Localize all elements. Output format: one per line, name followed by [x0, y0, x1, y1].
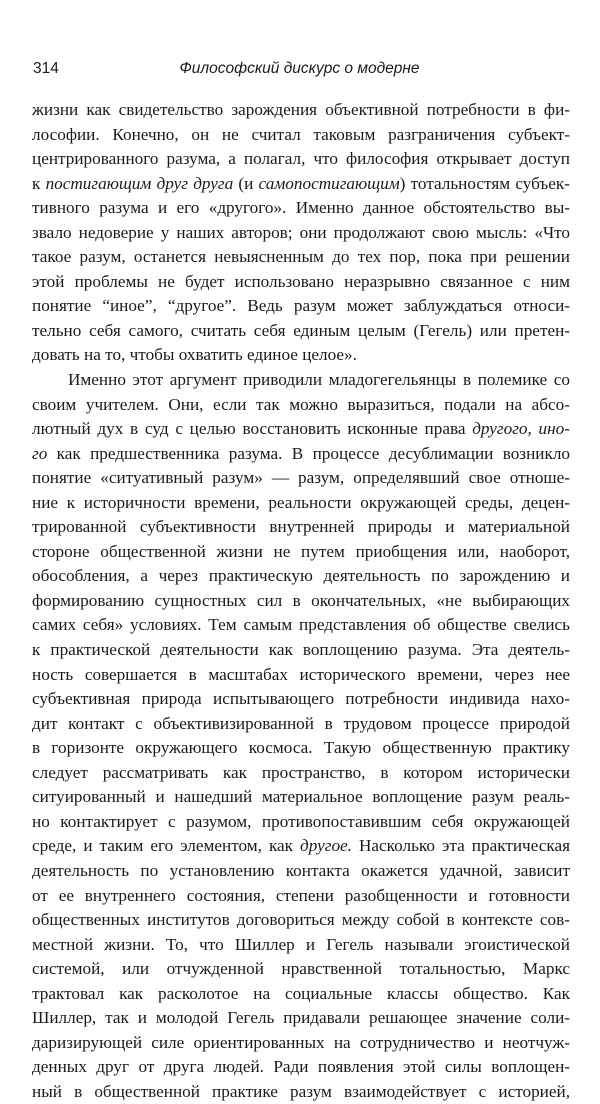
text-line: в горизонте окружающего космоса. Такую общественную практику [32, 738, 570, 758]
text-line: звало недоверие у наших авторов; они продолжают свою мысль: «Что [32, 222, 570, 242]
page-header [33, 60, 566, 84]
text-line: центрированного разума, а полагал, что философия открывает доступ [32, 149, 570, 169]
text-line [32, 834, 570, 859]
body-text [32, 98, 570, 1104]
italic-phrase: другого, ино- [472, 419, 570, 439]
text-line: Шиллер, так и молодой Гегель придавали решающее значение соли- [32, 1008, 570, 1028]
text-line: местной жизни. То, что Шиллер и Гегель называли эгоистической [32, 934, 570, 954]
text-line: понятие “иное”, “другое”. Ведь разум может заблуждаться относи- [32, 296, 570, 316]
text-line [32, 442, 570, 467]
text-line: жизни как свидетельство зарождения объективной потребности в фи- [32, 100, 570, 119]
text-line: такое разум, останется невыясненным до тех пор, пока при решении [32, 247, 570, 267]
text-line: от ее внутреннего состояния, степени разобщенности и готовности [32, 885, 570, 905]
text-run: среде, и таким его элементом, как [32, 836, 301, 856]
text-run: к [32, 173, 46, 193]
text-line: тельно себя самого, считать себя единым целым (Гегель) или претен- [32, 320, 570, 340]
italic-phrase: го [32, 443, 48, 463]
text-line: понятие «ситуативный разум» — разум, определявший свое отноше- [32, 468, 570, 488]
text-line [32, 417, 570, 442]
text-run: лютный дух в суд с целью восстановить исконные права [32, 419, 473, 439]
text-line: но контактирует с разумом, противопоставившим себя окружающей [32, 811, 570, 831]
text-run: как предшественника разума. В процессе десублимации возникло [47, 443, 570, 463]
italic-phrase: другое. [300, 836, 352, 856]
text-line: деятельность по установлению контакта окажется удачной, зависит [32, 860, 570, 880]
text-line: денных друг от друга людей. Ради появления этой силы воплощен- [32, 1057, 570, 1077]
text-line: довать на то, чтобы охватить единое целое». [32, 345, 357, 365]
italic-phrase: постигающим друг друга [45, 173, 234, 193]
text-line: системой, или отчужденной нравственной тотальностью, Маркс [32, 959, 570, 979]
text-line: своим учителем. Они, если так можно выразиться, подали на абсо- [32, 394, 570, 414]
text-line: даризирующей силе ориентированных на сотрудничество и неотчуж- [32, 1032, 570, 1052]
text-line: дит контакт с объективизированной в трудовом процессе природой [32, 713, 570, 733]
text-line: лософии. Конечно, он не считал таковым разграничения субъект- [32, 124, 570, 144]
page-number: 314 [33, 60, 59, 77]
text-line [32, 172, 570, 197]
text-line: этой проблемы не будет использовано неразрывно связанное с ним [32, 271, 570, 291]
text-line: к практической деятельности как воплощению разума. Эта деятель- [32, 640, 570, 660]
text-line: формированию сущностных сил в окончательных, «не выбирающих [32, 590, 570, 610]
text-line: ситуированный и нашедший материальное воплощение разум реаль- [32, 787, 570, 807]
text-line: субъективная природа испытывающего потребности индивида нахо- [32, 689, 570, 709]
text-line: трированной субъективности внутренней природы и материальной [32, 517, 570, 537]
text-line: Именно этот аргумент приводили младогегельянцы в полемике со [68, 370, 570, 390]
text-line: самих себя» условиях. Тем самым представления об обществе свелись [32, 615, 570, 635]
text-line: общественных институтов договориться между собой в контексте сов- [32, 910, 570, 930]
text-line: стороне общественной жизни не путем приобщения или, наоборот, [32, 541, 570, 561]
text-line: трактовал как расколотое на социальные классы общество. Как [32, 983, 570, 1003]
text-run: ) тотальностям субъек- [399, 173, 570, 193]
text-line: тивного разума и его «другого». Именно данное обстоятельство вы- [32, 198, 570, 218]
text-line: следует рассматривать как пространство, в котором исторически [32, 762, 570, 782]
text-run: (и [233, 173, 259, 193]
text-run: Насколько эта практическая [351, 836, 570, 856]
text-line: ность совершается в масштабах исторического времени, через нее [32, 664, 570, 684]
running-title: Философский дискурс о модерне [179, 60, 420, 77]
text-line: ние к историчности времени, реальности окружающей среды, децен- [32, 492, 570, 512]
text-line: обособления, а через практическую деятельность по зарождению и [32, 566, 570, 586]
italic-phrase: самопостигающим [258, 173, 400, 193]
text-line: ный в общественной практике разум взаимодействует с историей, [32, 1081, 570, 1101]
